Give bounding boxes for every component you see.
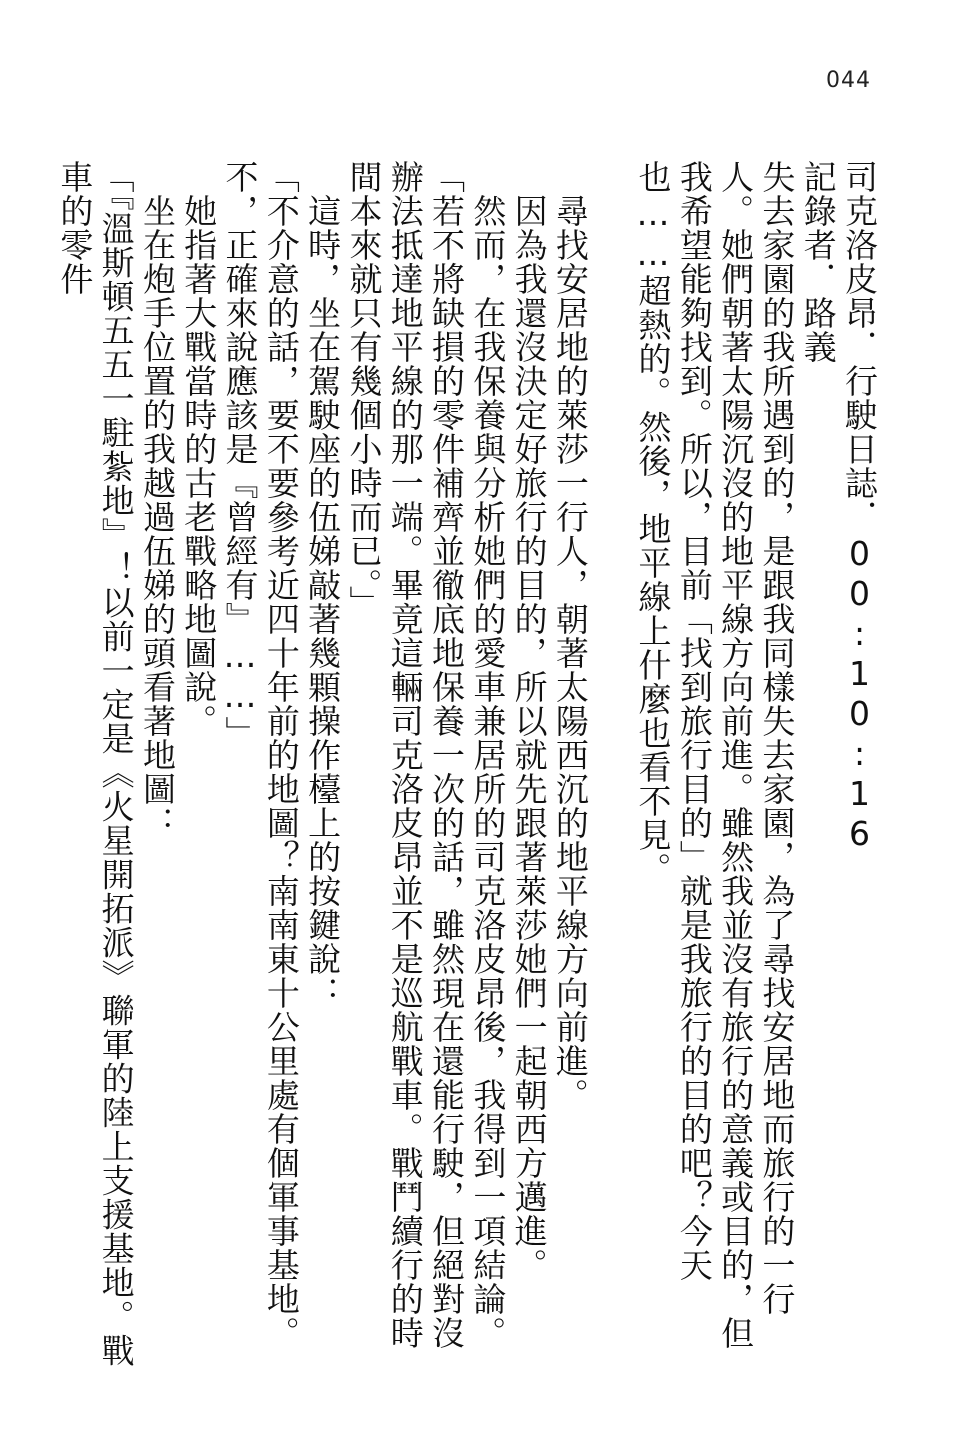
paragraph-6: 「不介意的話，要不要參考近四十年前的地圖？南南東十公里處有個軍事基地。不，正確來說應該是『曾經有』……」 <box>220 160 301 1350</box>
paragraph-9: 「『溫斯頓五五一駐紮地』！以前一定是《火星開拓派》聯軍的陸上支援基地。戰車的零件 <box>55 160 136 1368</box>
paragraph-4: 「若不將缺損的零件補齊並徹底地保養一次的話，雖然現在還能行駛，但絕對沒辦法抵達地平線的那一端。畢竟這輛司克洛皮昂並不是巡航戰車。戰鬥續行的時間本來就只有幾個小時而已。」 <box>344 160 467 1350</box>
paragraph-2: 因為我還沒決定好旅行的目的，所以就先跟著萊莎她們一起朝西方邁進。 <box>509 160 549 1282</box>
paragraph-3: 然而，在我保養與分析她們的愛車兼居所的司克洛皮昂後，我得到一項結論。 <box>468 160 508 1350</box>
page-number: 044 <box>826 68 871 93</box>
section-gap <box>591 160 632 1380</box>
book-text <box>55 160 880 1380</box>
paragraph-8: 坐在炮手位置的我越過伍娣的頭看著地圖： <box>137 160 177 840</box>
log-entry-paragraph: 失去家園的我所遇到的，是跟我同樣失去家園，為了尋找安居地而旅行的一行人。她們朝著太陽沉沒的地平線方向前進。雖然我並沒有旅行的意義或目的，但我希望能夠找到。所以，目前「找到旅行目的」就是我旅行的目的吧？今天也……超熱的。然後，地平線上什麼也看不見。 <box>633 160 797 1350</box>
log-heading-author: 記錄者．路義 <box>798 160 838 364</box>
paragraph-5: 這時，坐在駕駛座的伍娣敲著幾顆操作檯上的按鍵說： <box>303 160 343 1010</box>
paragraph-1: 尋找安居地的萊莎一行人，朝著太陽西沉的地平線方向前進。 <box>550 160 590 1112</box>
log-heading-title: 司克洛皮昂．行駛日誌．00:10:16 <box>840 160 879 854</box>
paragraph-7: 她指著大戰當時的古老戰略地圖說。 <box>179 160 219 738</box>
